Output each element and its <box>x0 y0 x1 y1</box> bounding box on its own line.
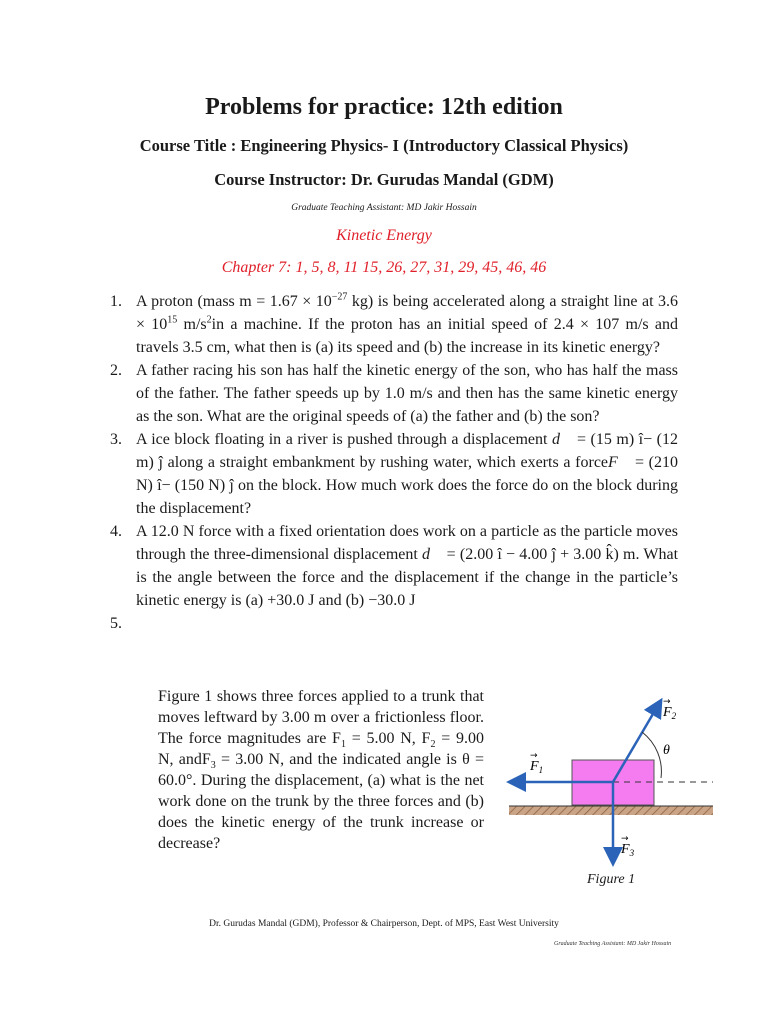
chapter-list: Chapter 7: 1, 5, 8, 11 15, 26, 27, 31, 29, 45, 46, 46 <box>221 259 547 276</box>
label-theta: θ <box>663 743 670 758</box>
problem-number: 5. <box>110 615 122 632</box>
problem-1 <box>110 290 678 359</box>
problem-text: A father racing his son has half the kinetic energy of the son, who has half the mass of the father. The father speeds up by 1.0 m/s and then has the same kinetic energy as the son. What are the original speeds of (a) the father and (b) the son? <box>136 362 678 425</box>
problem-2 <box>110 359 678 428</box>
problem-number: 3. <box>110 431 122 448</box>
label-f3: $F_3$ <box>621 842 635 858</box>
problem-3 <box>110 428 678 520</box>
exponent: 15 <box>167 314 178 326</box>
page-title: Problems for practice: 12th edition <box>205 94 563 120</box>
problem-text: A proton (mass m = 1.67 × 10 <box>136 293 332 310</box>
label-f2-arrow: → <box>663 697 671 707</box>
subscript: 3 <box>210 760 216 772</box>
problem-text: in a machine. If the proton has an initial speed of 2.4 × 107 m/s and travels 3.5 cm, what then is (a) its speed and (b) the increase in its kinetic energy? <box>136 316 678 356</box>
problem-text: kg) is being accelerated along a straight line at 3.6 × 10 <box>136 293 679 333</box>
figure-caption: Figure 1 <box>587 872 636 887</box>
problem-text: = 5.00 N, F <box>345 730 431 747</box>
page-footer: Dr. Gurudas Mandal (GDM), Professor & Chairperson, Dept. of MPS, East West University <box>209 919 559 929</box>
course-instructor: Course Instructor: Dr. Gurudas Mandal (GDM) <box>214 170 554 189</box>
figure-1-diagram <box>505 690 715 895</box>
problem-5-text <box>158 686 484 854</box>
problem-text: = (210 N) î− (150 N) ĵ on the block. How much work does the force do on the block during the displacement? <box>136 454 678 517</box>
topic-heading: Kinetic Energy <box>336 227 432 244</box>
problem-number: 2. <box>110 362 122 379</box>
teaching-assistant: Graduate Teaching Assistant: MD Jakir Hossain <box>291 203 477 213</box>
problem-text: = (2.00 î − 4.00 ĵ + 3.00 k̂) m. What is the angle between the force and the displacement if the change in the particle’s kinetic energy is (a) +30.0 J and (b) −30.0 J <box>136 546 679 609</box>
problem-text: A ice block floating in a river is pushed through a displacement <box>136 431 552 448</box>
problem-text: = 3.00 N, and the indicated angle is θ = 60.0°. During the displacement, (a) what is the net work done on the trunk by the three forces and (b) does the kinetic energy of the trunk increase or decrease? <box>158 751 485 852</box>
label-f3-arrow: → <box>621 834 629 844</box>
vector-symbol: d⃗ <box>552 431 573 448</box>
vector-symbol: F⃗ <box>608 454 631 471</box>
floor-hatch <box>509 806 713 815</box>
problem-number: 4. <box>110 523 122 540</box>
problem-4 <box>110 520 678 612</box>
problem-number: 1. <box>110 293 122 310</box>
label-f1-arrow: → <box>530 751 538 761</box>
problem-5 <box>110 612 678 635</box>
subscript: 1 <box>340 739 346 751</box>
label-f1: $F_1$ <box>530 759 544 775</box>
footer-teaching-assistant: Graduate Teaching Assistant: MD Jakir Hossain <box>554 941 672 947</box>
problem-text: = 9.00 N, andF <box>158 730 484 768</box>
exponent: −27 <box>331 291 348 303</box>
vector-symbol: d⃗ <box>422 546 443 563</box>
problem-list <box>110 290 678 635</box>
problem-text: m/s <box>177 316 207 333</box>
label-f2: $F_2$ <box>663 705 677 721</box>
subscript: 2 <box>430 739 436 751</box>
problem-text: A 12.0 N force with a fixed orientation does work on a particle as the particle moves through the three-dimensional displacement <box>136 523 678 563</box>
problem-text: = (15 m) î− (12 m) ĵ along a straight embankment by rushing water, which exerts a force <box>136 431 679 471</box>
course-title: Course Title : Engineering Physics- I (Introductory Classical Physics) <box>139 136 629 155</box>
exponent: 2 <box>206 314 212 326</box>
problem-text: Figure 1 shows three forces applied to a trunk that moves leftward by 3.00 m over a frictionless floor. The force magnitudes are F <box>158 688 484 747</box>
